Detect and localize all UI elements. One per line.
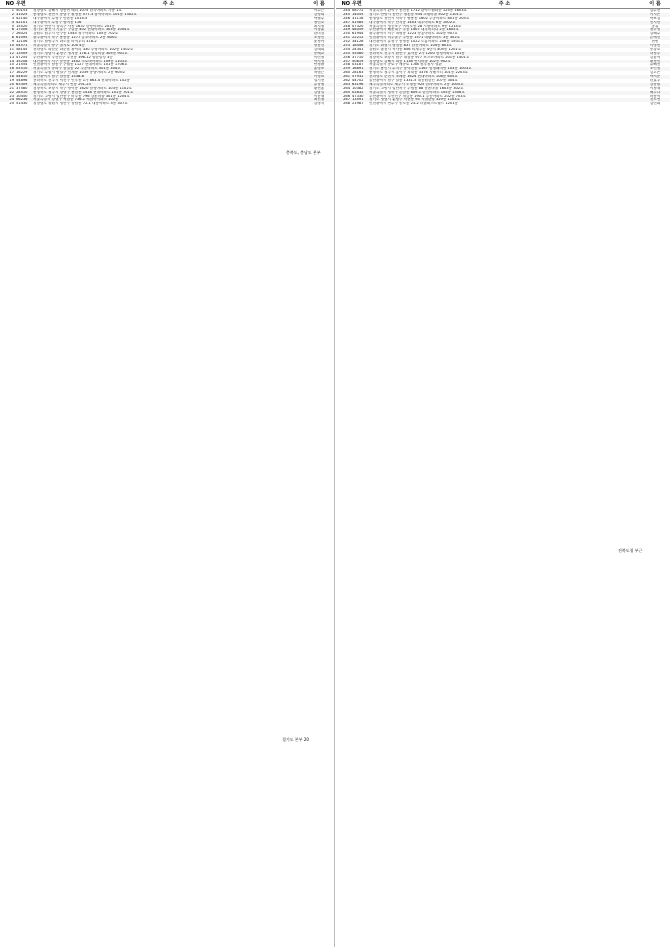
row-number: 253 — [343, 44, 350, 48]
address: 인천광역시 연수구 송도동 23-2 더샵퍼스트월드 1201동 — [369, 102, 458, 106]
address: 경기도 용인시 수지구 풍덕천동 1167 삼성래미안 103동 1003호 — [369, 67, 472, 71]
row-number: 254 — [343, 47, 350, 51]
postal-code: 06236 — [16, 98, 28, 102]
postal-code: 50819 — [352, 59, 364, 63]
postal-code: 07320 — [352, 24, 364, 28]
postal-code: 10450 — [16, 94, 28, 98]
row-number: 244 — [343, 9, 350, 12]
row-number: 266 — [343, 94, 350, 98]
recipient-name: 김남일 — [313, 90, 325, 94]
row-number: 264 — [343, 86, 350, 90]
address: 경기도 화성시 병점동 837 한신아파트 104동 803호 — [369, 44, 452, 48]
recipient-name: 최지영 — [313, 24, 325, 28]
right-table-body — [336, 9, 670, 947]
left-table-body — [0, 9, 334, 947]
address: 서울특별시 중구 을지로 100 4층 — [33, 44, 85, 48]
postal-code: 28510 — [16, 90, 28, 94]
postal-code: 50153 — [16, 9, 28, 12]
row-number: 20 — [9, 82, 14, 86]
address: 광주광역시 서구 치평동 1223 중흥아파트 102동 907호 — [369, 32, 458, 36]
header-no: NO — [5, 1, 14, 7]
recipient-name: 안정환 — [313, 63, 325, 67]
postal-code: 04571 — [16, 44, 28, 48]
row-number: 257 — [343, 59, 350, 63]
row-number: 2 — [11, 12, 14, 16]
recipient-name: 현빈 — [651, 40, 659, 44]
row-number: 1 — [11, 9, 14, 12]
row-number: 268 — [343, 102, 350, 106]
recipient-name: 김윤석 — [649, 55, 661, 59]
recipient-name: 송혜교 — [313, 51, 325, 55]
recipient-name: 강동원 — [649, 82, 661, 86]
address: 경기도 안양시 동안구 평촌동 934 초원마을 502동 1101호 — [369, 12, 463, 16]
address: 경상남도 창원시 성산구 상남동 72-1 대동아파트 5동 307호 — [33, 102, 128, 106]
postal-code: 16891 — [352, 67, 364, 71]
address: 전라북도 전주시 덕진구 인후동 1가 863-4 현대아파트 102동 — [33, 79, 131, 83]
postal-code: 18446 — [352, 44, 364, 48]
postal-code: 58145 — [16, 47, 28, 51]
row-number: 246 — [343, 16, 350, 20]
recipient-name: 김민희 — [649, 102, 661, 106]
row-number: 267 — [343, 98, 350, 102]
address: 인천광역시 미추홀구 주안동 1571 대림아파트 3동 302호 — [369, 36, 461, 40]
recipient-name: 홍명보 — [313, 67, 325, 71]
postal-code: 13591 — [352, 98, 364, 102]
postal-code: 03187 — [352, 63, 364, 67]
address: 경기도 고양시 일산서구 주엽동 88 문촌마을 1603동 302호 — [369, 86, 464, 90]
postal-code: 16229 — [16, 71, 28, 75]
address: 전라남도 순천시 조례동 1624 현대아파트 108동 605호 — [369, 75, 458, 79]
row-number: 261 — [343, 75, 350, 79]
postal-code: 57932 — [352, 75, 364, 79]
side-note: 충북도, 충남도 본부 — [286, 150, 321, 155]
postal-code: 63309 — [16, 82, 28, 86]
postal-code: 10382 — [352, 86, 364, 90]
postal-code: 54896 — [16, 79, 28, 83]
recipient-name: 정민호 — [313, 20, 325, 24]
address: 충청북도 청주시 흥덕구 복대동 3376 지웰시티 101동 2203호 — [369, 71, 469, 75]
postal-code: 61944 — [352, 32, 364, 36]
postal-code: 08772 — [352, 9, 364, 12]
row-number: 24 — [9, 98, 14, 102]
recipient-name: 한미경 — [313, 32, 325, 36]
recipient-name: 이운재 — [313, 94, 325, 98]
row-number: 18 — [9, 75, 14, 79]
header-code: 우편 — [352, 1, 362, 7]
recipient-name: 박지성 — [313, 59, 325, 63]
postal-code: 28163 — [352, 71, 364, 75]
address: 서울특별시 종로구 세종로 1-68 정부청사 별관 — [369, 63, 442, 67]
postal-code: 24341 — [352, 47, 364, 51]
postal-code: 37710 — [352, 55, 364, 59]
postal-code: 14055 — [352, 12, 364, 16]
header-name: 이 름 — [313, 1, 325, 7]
address: 제주특별자치도 제주시 연동 291-23 — [33, 82, 91, 86]
recipient-name: 이병헌 — [649, 44, 661, 48]
recipient-name: 이상훈 — [313, 28, 325, 32]
row-number: 252 — [343, 40, 350, 44]
address: 대구광역시 북구 산격동 1403 대우아파트 6동 1002호 — [369, 20, 456, 24]
recipient-name: 송강호 — [649, 47, 661, 51]
row-number: 245 — [343, 12, 350, 16]
row-number: 3 — [11, 16, 14, 20]
recipient-name: 황선홍 — [313, 86, 325, 90]
postal-code: 61095 — [16, 36, 28, 40]
address: 서울특별시 강남구 역삼동 736-1 역삼아이파크 102동 — [33, 98, 119, 102]
address: 대전광역시 유성구 봉명동 1022 도룡아파트 206동 1501호 — [369, 40, 464, 44]
recipient-name: 차범근 — [313, 71, 325, 75]
table-header-right — [336, 0, 670, 9]
recipient-name: 하정우 — [649, 51, 661, 55]
recipient-name: 유해진 — [649, 63, 661, 67]
header-no: NO — [341, 1, 350, 7]
recipient-name: 공유 — [651, 24, 659, 28]
recipient-name: 정우성 — [649, 28, 661, 32]
recipient-name: 김혜수 — [649, 32, 661, 36]
postal-code: 12106 — [16, 40, 28, 44]
recipient-name: 이수근 — [313, 9, 325, 12]
table-header — [0, 0, 334, 9]
postal-code: 48059 — [352, 28, 364, 32]
address: 울산광역시 남구 삼산동 1538-6 — [33, 75, 84, 79]
address: 제주특별자치도 제주시 노형동 925 한라아파트 2동 1005호 — [369, 82, 464, 86]
address: 경기도 안산시 상록구 사동 1637 한양아파트 201동 — [33, 24, 115, 28]
side-note: 전북도청 부근 — [618, 548, 643, 553]
postal-code: 44610 — [16, 75, 28, 79]
address: 부산광역시 해운대구 우동 1407 대우마리나 2동 1805호 — [369, 28, 459, 32]
postal-code: 15520 — [16, 24, 28, 28]
row-number: 262 — [343, 79, 350, 83]
address: 광주광역시 북구 용봉동 1277 금호아파트 2동 508호 — [33, 36, 118, 40]
recipient-name: 조인성 — [649, 67, 661, 71]
postal-code: 55080 — [352, 51, 364, 55]
row-number: 9 — [11, 40, 14, 44]
header-address: 주 소 — [162, 1, 175, 7]
address: 경상북도 포항시 북구 양덕동 1620 삼성아파트 103동 1102호 — [33, 86, 133, 90]
postal-code: 34126 — [352, 40, 364, 44]
address: 충청남도 천안시 서북구 쌍용동 1602 주공아파트 801동 205호 — [369, 16, 470, 20]
row-number: 13 — [9, 55, 14, 59]
row-number: 7 — [11, 32, 14, 36]
row-number: 5 — [11, 24, 14, 28]
recipient-name: 김수현 — [649, 9, 661, 12]
row-number: 263 — [343, 82, 350, 86]
row-number: 248 — [343, 24, 350, 28]
postal-code: 21987 — [352, 102, 364, 106]
recipient-name: 손예진 — [649, 36, 661, 40]
address: 경기도 남양주시 화도읍 마석우리 318-2 — [33, 40, 97, 44]
recipient-name: 조성민 — [313, 36, 325, 40]
recipient-name: 박철수 — [313, 16, 325, 20]
address: 강원도 원주시 단구동 1545 청구아파트 105동 702호 — [33, 32, 119, 36]
postal-code: 47330 — [352, 94, 364, 98]
recipient-name: 설기현 — [313, 79, 325, 83]
row-number: 14 — [9, 59, 14, 63]
postal-code: 02832 — [352, 90, 364, 94]
recipient-name: 김고은 — [649, 71, 661, 75]
row-number: 17 — [9, 71, 14, 75]
row-number: 23 — [9, 94, 14, 98]
recipient-name: 이정재 — [649, 86, 661, 90]
row-number: 251 — [343, 36, 350, 40]
header-name: 이 름 — [649, 1, 661, 7]
address: 서울특별시 송파구 잠실동 22 주공아파트 501동 304호 — [33, 67, 121, 71]
postal-code: 31116 — [352, 16, 364, 20]
row-number: 249 — [343, 28, 350, 32]
address: 서울특별시 성북구 돈암동 609-1 한진아파트 105동 1506호 — [369, 90, 465, 94]
recipient-name: 김병지 — [313, 102, 325, 106]
recipient-name: 황정민 — [649, 59, 661, 63]
address: 서울특별시 영등포구 여의도동 28 시범아파트 9동 1214호 — [369, 24, 462, 28]
header-code: 우편 — [16, 1, 26, 7]
postal-code: 42140 — [16, 16, 28, 20]
row-number: 260 — [343, 71, 350, 75]
recipient-name: 마동석 — [649, 94, 661, 98]
address: 전라남도 화순군 화순읍 광덕리 330 부영아파트 102동 1502호 — [33, 47, 134, 51]
postal-code: 51430 — [16, 102, 28, 106]
recipient-name: 김영희 — [313, 12, 325, 16]
row-number: 19 — [9, 79, 14, 83]
header-address: 주 소 — [498, 1, 511, 7]
address: 부산광역시 부산진구 부전동 396-12 삼한빌딩 3층 — [33, 55, 113, 59]
address: 서울특별시 관악구 봉천동 1712 관악드림타운 125동 1603호 — [369, 9, 467, 12]
postal-code: 41585 — [352, 20, 364, 24]
postal-code: 22212 — [352, 36, 364, 40]
recipient-name: 최진철 — [313, 98, 325, 102]
row-number: 10 — [9, 44, 14, 48]
postal-code: 21554 — [16, 63, 28, 67]
address: 경기도 고양시 일산동구 마두동 796 강촌마을 301동 1204호 — [33, 94, 130, 98]
row-number: 259 — [343, 67, 350, 71]
address: 충청남도 천안시 동남구 원성동 577-3 삼익아파트 101동 1302호 — [33, 12, 137, 16]
postal-code: 44702 — [352, 79, 364, 83]
recipient-name: 전도연 — [649, 98, 661, 102]
row-number: 12 — [9, 51, 14, 55]
row-number: 21 — [9, 86, 14, 90]
address: 울산광역시 남구 달동 1331-5 대공원한신 107동 304호 — [369, 79, 458, 83]
row-number: 25 — [9, 102, 14, 106]
row-number: 16 — [9, 67, 14, 71]
row-number: 22 — [9, 90, 14, 94]
row-number: 247 — [343, 20, 350, 24]
postal-code: 31025 — [16, 12, 28, 16]
table-row — [0, 102, 334, 106]
recipient-name: 박서준 — [649, 75, 661, 79]
row-number: 265 — [343, 90, 350, 94]
address: 전라북도 전주시 완산구 효자동 2가 1200 삼성아파트 101동 — [369, 51, 465, 55]
recipient-name: 전지현 — [649, 20, 661, 24]
address: 대전광역시 서구 둔산동 1402 크로바아파트 109동 1103호 — [33, 59, 128, 63]
row-number: 255 — [343, 51, 350, 55]
address: 경상북도 포항시 남구 대잠동 977 포스코아파트 201동 1401호 — [369, 55, 470, 59]
address: 경기도 용인시 기흥구 구갈동 402 현대아파트 303동 1004호 — [33, 28, 130, 32]
postal-code: 26025 — [16, 32, 28, 36]
row-number: 250 — [343, 32, 350, 36]
address: 충청북도 청주시 상당구 용암동 1418 현대아파트 101동 701호 — [33, 90, 134, 94]
row-number: 256 — [343, 55, 350, 59]
recipient-name: 한효주 — [649, 79, 661, 83]
postal-code: 42101 — [16, 20, 28, 24]
address: 대구광역시 수성구 만촌동 1014-5 — [33, 16, 88, 20]
table-row — [336, 102, 670, 106]
row-number: 258 — [343, 63, 350, 67]
address: 경기도 수원시 팔달구 인계동 1039 동남아파트 2동 905호 — [33, 71, 126, 75]
postal-code: 37580 — [16, 86, 28, 90]
row-number: 6 — [11, 28, 14, 32]
address: 인천광역시 남동구 구월동 1127 현대아파트 101동 1706호 — [33, 63, 128, 67]
row-number: 8 — [11, 36, 14, 40]
side-note: 경기도 본부 20 — [282, 737, 309, 742]
row-number: 4 — [11, 20, 14, 24]
address: 경기도 성남시 분당구 서현동 95 시범한양 329동 1103호 — [369, 98, 461, 102]
postal-code: 63196 — [352, 82, 364, 86]
postal-code: 17006 — [16, 28, 28, 32]
address: 부산광역시 부산진구 개금동 190-1 주공아파트 202동 703호 — [369, 94, 466, 98]
right-column — [336, 0, 670, 947]
recipient-name: 장동건 — [313, 44, 325, 48]
address: 대구광역시 수성구 범어동 116 — [33, 20, 82, 24]
address: 경상남도 김해시 내동 1138 연지마을 102동 902호 — [369, 59, 451, 63]
postal-code: 13509 — [16, 51, 28, 55]
row-number: 11 — [9, 47, 14, 51]
recipient-name: 배두나 — [649, 90, 661, 94]
postal-code: 35208 — [16, 59, 28, 63]
address: 경상남도 김해시 상동면 매리 1075 한국아파트 가동 1호 — [33, 9, 122, 12]
postal-code: 05510 — [16, 67, 28, 71]
postal-code: 47255 — [16, 55, 28, 59]
recipient-name: 김태희 — [313, 47, 325, 51]
recipient-name: 이영표 — [313, 75, 325, 79]
recipient-name: 윤정아 — [313, 40, 325, 44]
recipient-name: 박보검 — [649, 16, 661, 20]
recipient-name: 이지은 — [649, 12, 661, 16]
recipient-name: 유상철 — [313, 82, 325, 86]
address: 경기도 성남시 분당구 정자동 178-1 상록마을 305동 901호 — [33, 51, 128, 55]
row-number: 15 — [9, 63, 14, 67]
recipient-name: 이민정 — [313, 55, 325, 59]
address: 강원도 춘천시 석사동 856 퇴계주공 4단지 405동 1201호 — [369, 47, 462, 51]
